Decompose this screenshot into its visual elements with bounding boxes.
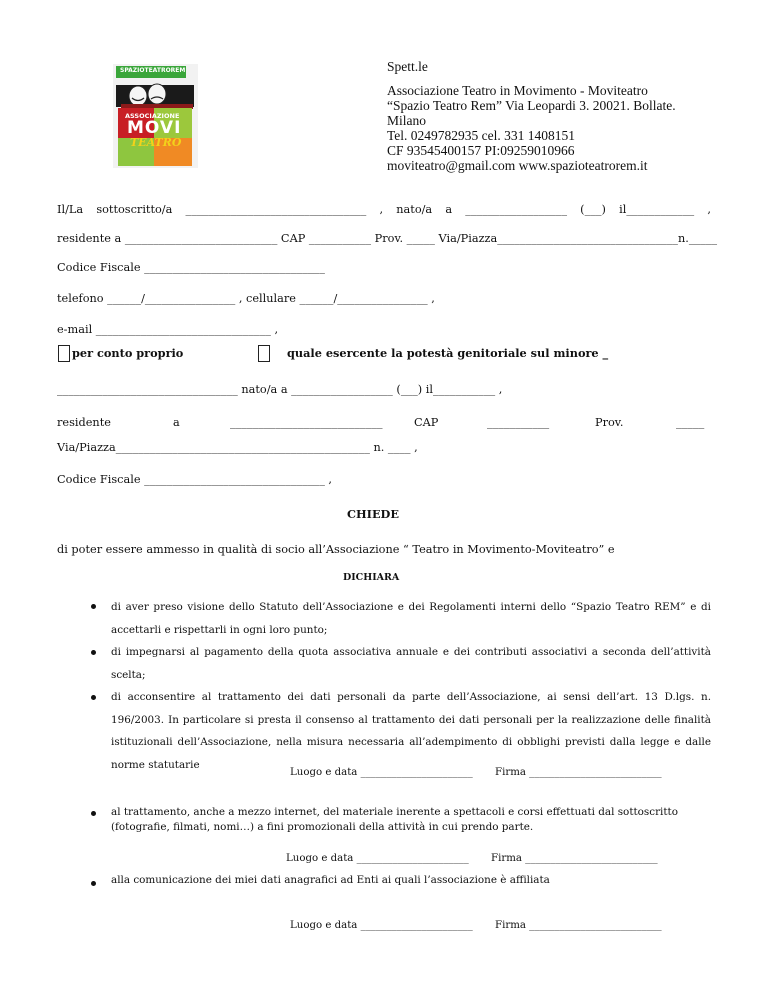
signature-field-3[interactable]: Firma __________________________ bbox=[495, 920, 662, 931]
address-line-2: “Spazio Teatro Rem” Via Leopardi 3. 20021. Bollate. bbox=[387, 98, 676, 113]
tax-id-line: CF 93545400157 PI:09259010966 bbox=[387, 143, 575, 158]
association-logo bbox=[113, 60, 198, 168]
row-fiscal-code[interactable]: Codice Fiscale ________________________________ bbox=[57, 261, 325, 274]
minor-prov-field[interactable]: _____ bbox=[676, 416, 705, 429]
row-minor-fiscal-code[interactable]: Codice Fiscale ________________________________ , bbox=[57, 473, 333, 486]
signature-field-2[interactable]: Firma __________________________ bbox=[491, 853, 658, 864]
request-title: CHIEDE bbox=[347, 507, 399, 521]
province-field[interactable]: (___) bbox=[580, 203, 606, 216]
request-text: di poter essere ammesso in qualità di socio all’Associazione “ Teatro in Movimento-Moviteatro” e bbox=[57, 543, 615, 556]
logo-line3: TEATRO bbox=[130, 136, 182, 149]
label-guardian: quale esercente la potestà genitoriale sul minore _ bbox=[287, 346, 609, 360]
place-date-field-2[interactable]: Luogo e data ______________________ bbox=[286, 853, 469, 864]
row-subscriber[interactable]: Il/La sottoscritto/a ________________________________ , nato/a a __________________ (___) il____________ , bbox=[57, 203, 711, 216]
declaration-item-1: di aver preso visione dello Statuto dell’Associazione e dei Regolamenti interni dello “Spazio Teatro REM” e di accettarli e rispettarli in ogni loro punto; bbox=[111, 601, 711, 636]
label-born: nato/a bbox=[396, 203, 433, 216]
birthdate-field[interactable]: il____________ bbox=[619, 203, 695, 216]
minor-cap-field[interactable]: ___________ bbox=[487, 416, 550, 429]
label-il-la: Il/La bbox=[57, 203, 84, 216]
phone-line: Tel. 0249782935 cel. 331 1408151 bbox=[387, 128, 576, 143]
logo-line1: ASSOCIAZIONE bbox=[125, 112, 180, 120]
signature-field-1[interactable]: Firma __________________________ bbox=[495, 767, 662, 778]
checkbox-guardian[interactable] bbox=[258, 345, 270, 362]
address-line-3: Milano bbox=[387, 113, 426, 128]
place-date-field-1[interactable]: Luogo e data ______________________ bbox=[290, 767, 473, 778]
name-field[interactable]: ________________________________ bbox=[185, 203, 367, 216]
contacts-line: moviteatro@gmail.com www.spazioteatrorem.it bbox=[387, 158, 648, 173]
label-sottoscritto: sottoscritto/a bbox=[96, 203, 173, 216]
declaration-item-2: di impegnarsi al pagamento della quota associativa annuale e dei contributi associativi a seconda dell’attività scelta; bbox=[111, 646, 711, 681]
address-line-1: Associazione Teatro in Movimento - Moviteatro bbox=[387, 83, 648, 98]
checkbox-own-behalf[interactable] bbox=[58, 345, 70, 362]
row-minor-name[interactable]: ________________________________ nato/a a __________________ (___) il___________ , bbox=[57, 383, 503, 396]
birthplace-field[interactable]: __________________ bbox=[465, 203, 567, 216]
logo-banner-text: SPAZIOTEATROREM bbox=[120, 67, 186, 74]
row-phone[interactable]: telefono ______/________________ , cellulare ______/________________ , bbox=[57, 292, 435, 305]
row-minor-street[interactable]: Via/Piazza_____________________________________________ n. ____ , bbox=[57, 441, 418, 454]
row-residence[interactable]: residente a ___________________________ CAP ___________ Prov. _____ Via/Piazza________________________________n._____ bbox=[57, 232, 718, 245]
bullet bbox=[91, 695, 96, 700]
bullet bbox=[91, 881, 96, 886]
logo-line2: MOVI bbox=[127, 118, 182, 138]
declaration-item-3: di acconsentire al trattamento dei dati personali da parte dell’Associazione, ai sensi dell’art. 13 D.lgs. n. 196/2003. In particolare si presta il consenso al trattamento dei dati personali per la realizzazione delle finalità istituzionali dell’Associazione, nella misura necessaria all’adempimento di obblighi previsti dalla legge e dalle norme statutarie bbox=[111, 691, 711, 771]
bullet bbox=[91, 650, 96, 655]
salutation: Spett.le bbox=[387, 59, 428, 74]
label-own-behalf: per conto proprio bbox=[72, 346, 184, 360]
bullet bbox=[91, 811, 96, 816]
bullet bbox=[91, 604, 96, 609]
declaration-item-5: alla comunicazione dei miei dati anagrafici ad Enti ai quali l’associazione è affiliata bbox=[111, 874, 550, 886]
declaration-item-4: al trattamento, anche a mezzo internet, del materiale inerente a spettacoli e corsi effettuati dal sottoscritto (fotografie, filmati, nomi…) a fini promozionali della attività in cui prendo parte. bbox=[111, 806, 678, 833]
place-date-field-3[interactable]: Luogo e data ______________________ bbox=[290, 920, 473, 931]
row-email[interactable]: e-mail _______________________________ , bbox=[57, 323, 279, 336]
declaration-title: DICHIARA bbox=[343, 572, 400, 583]
minor-city-field[interactable]: ___________________________ bbox=[230, 416, 383, 429]
